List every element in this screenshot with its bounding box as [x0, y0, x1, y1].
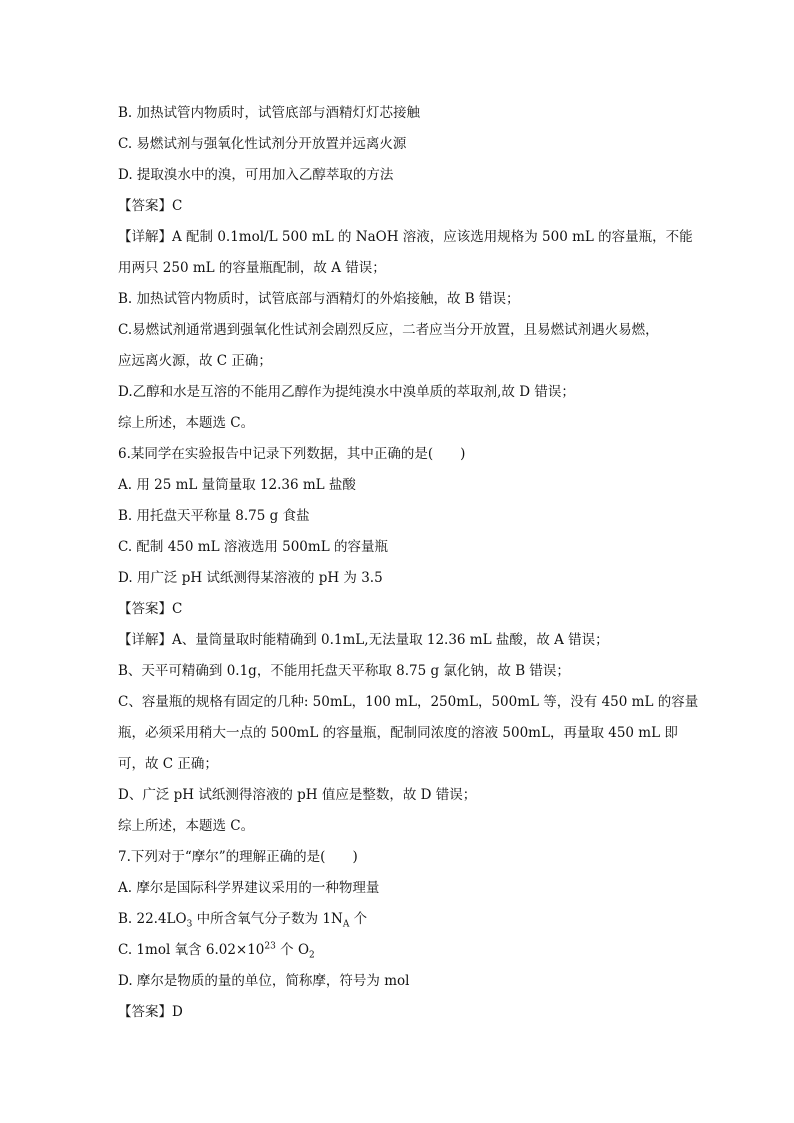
- option-c-flammable-reagents: C. 易燃试剂与强氧化性试剂分开放置并远离火源: [118, 136, 407, 152]
- explanation-6-a: 【详解】A、量筒量取时能精确到 0.1mL,无法量取 12.36 mL 盐酸，故 A 错误；: [118, 632, 609, 648]
- question-6-option-d: D. 用广泛 pH 试纸测得某溶液的 pH 为 3.5: [118, 570, 383, 586]
- option-d-extract-bromine: D. 提取溴水中的溴，可用加入乙醇萃取的方法: [118, 167, 394, 183]
- explanation-5-a-2: 用两只 250 mL 的容量瓶配制，故 A 错误；: [118, 260, 386, 276]
- question-7-option-c: [118, 941, 678, 959]
- q7b-middle: 中所含氧气分子数为 1N: [192, 911, 343, 927]
- q7c-middle: 个 O: [275, 942, 310, 958]
- q7b-prefix: B. 22.4LO: [118, 911, 187, 927]
- answer-5: 【答案】C: [118, 198, 183, 214]
- question-6-option-b: B. 用托盘天平称量 8.75 g 食盐: [118, 508, 310, 524]
- q7b-suffix: 个: [349, 911, 368, 927]
- q7c-subscript: 2: [309, 950, 315, 961]
- answer-6: 【答案】C: [118, 601, 183, 617]
- explanation-5-b: B. 加热试管内物质时，试管底部与酒精灯的外焰接触，故 B 错误；: [118, 291, 520, 307]
- question-6-option-a: A. 用 25 mL 量筒量取 12.36 mL 盐酸: [118, 477, 356, 493]
- explanation-6-b: B、天平可精确到 0.1g，不能用托盘天平称取 8.75 g 氯化钠，故 B 错误；: [118, 663, 570, 679]
- explanation-6-c-1: C、容量瓶的规格有固定的几种: 50mL，100 mL，250mL，500mL 等，没有 450 mL 的容量: [118, 694, 699, 710]
- explanation-5-d: D.乙醇和水是互溶的不能用乙醇作为提纯溴水中溴单质的萃取剂,故 D 错误；: [118, 384, 575, 400]
- question-6-option-c: C. 配制 450 mL 溶液选用 500mL 的容量瓶: [118, 539, 388, 555]
- question-7-option-d: D. 摩尔是物质的量的单位，简称摩，符号为 mol: [118, 973, 410, 989]
- answer-7: 【答案】D: [118, 1004, 183, 1020]
- explanation-5-a-1: 【详解】A 配制 0.1mol/L 500 mL 的 NaOH 溶液，应该选用规格为 500 mL 的容量瓶，不能: [118, 229, 693, 245]
- question-7: 7.下列对于“摩尔”的理解正确的是( ): [118, 849, 358, 865]
- question-6: 6.某同学在实验报告中记录下列数据，其中正确的是( ): [118, 446, 466, 462]
- explanation-6-c-3: 可，故 C 正确；: [118, 756, 218, 772]
- q7b-subscript-a: A: [342, 919, 350, 930]
- explanation-6-d: D、广泛 pH 试纸测得溶液的 pH 值应是整数，故 D 错误；: [118, 787, 477, 803]
- summary-6: 综上所述，本题选 C。: [118, 818, 255, 834]
- summary-5: 综上所述，本题选 C。: [118, 415, 255, 431]
- explanation-5-c-2: 应远离火源，故 C 正确；: [118, 353, 272, 369]
- option-b-heating-tube: B. 加热试管内物质时，试管底部与酒精灯灯芯接触: [118, 105, 421, 121]
- q7b-subscript-o3: 3: [186, 919, 193, 930]
- explanation-5-c-1: C.易燃试剂通常遇到强氧化性试剂会剧烈反应，二者应当分开放置，且易燃试剂遇火易燃，: [118, 322, 659, 338]
- q7c-prefix: C. 1mol 氧含 6.02×10: [118, 942, 265, 958]
- question-7-option-a: A. 摩尔是国际科学界建议采用的一种物理量: [118, 880, 380, 896]
- q7c-superscript: 23: [264, 941, 276, 952]
- explanation-6-c-2: 瓶，必须采用稍大一点的 500mL 的容量瓶，配制同浓度的溶液 500mL，再量取 450 mL 即: [118, 725, 678, 741]
- question-7-option-b: [118, 910, 678, 928]
